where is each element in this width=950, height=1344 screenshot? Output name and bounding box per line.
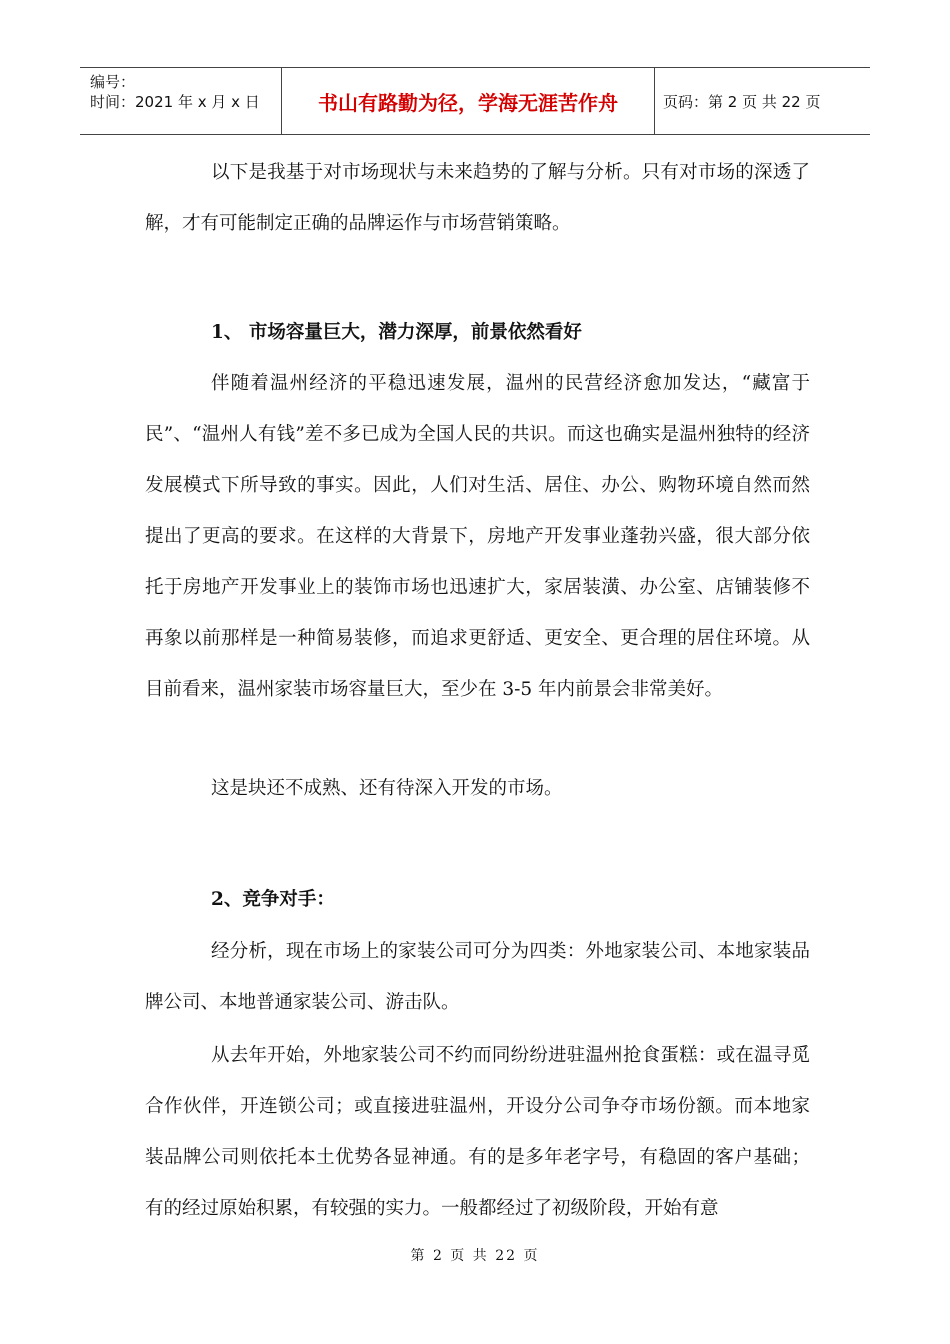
intro-paragraph: 以下是我基于对市场现状与未来趋势的了解与分析。只有对市场的深透了解，才有可能制定正确的品牌运作与市场营销策略。 [145,162,810,234]
section-1-paragraph-2: 这是块还不成熟、还有待深入开发的市场。 [211,778,563,799]
section-2-paragraph-1: 经分析，现在市场上的家装公司可分为四类：外地家装公司、本地家装品牌公司、本地普通家装公司、游击队。 [145,941,810,1013]
header-motto-cell [282,68,655,134]
section-1-heading: 1、 市场容量巨大，潜力深厚，前景依然看好 [211,322,582,343]
document-number-label: 编号： [90,73,136,91]
section-1-paragraph-1: 伴随着温州经济的平稳迅速发展，温州的民营经济愈加发达，“藏富于民”、“温州人有钱”差不多已成为全国人民的共识。而这也确实是温州独特的经济发展模式下所导致的事实。因此，人们对生活、居住、办公、购物环境自然而然提出了更高的要求。在这样的大背景下，房地产开发事业蓬勃兴盛，很大部分依托于房地产开发事业上的装饰市场也迅速扩大，家居装潢、办公室、店铺装修不再象以前那样是一种简易装修，而追求更舒适、更安全、更合理的居住环境。从目前看来，温州家装市场容量巨大，至少在 3-5 年内前景会非常美好。 [145,373,810,700]
section-2-paragraph-2: 从去年开始，外地家装公司不约而同纷纷进驻温州抢食蛋糕：或在温寻觅合作伙伴，开连锁公司；或直接进驻温州，开设分公司争夺市场份额。而本地家装品牌公司则依托本土优势各显神通。有的是多年老字号，有稳固的客户基础；有的经过原始积累，有较强的实力。一般都经过了初级阶段，开始有意 [145,1045,810,1219]
header-motto: 书山有路勤为径，学海无涯苦作舟 [318,90,618,115]
header-page-code: 页码：第 2 页 共 22 页 [663,92,821,111]
page-footer-number: 第 2 页 共 22 页 [410,1248,540,1264]
document-date-label: 时间：2021 年 x 月 x 日 [90,93,260,111]
header-page-code-cell [655,68,870,134]
header-meta [80,68,282,134]
section-2-heading: 2、竞争对手： [211,889,335,910]
page-header [80,67,870,135]
